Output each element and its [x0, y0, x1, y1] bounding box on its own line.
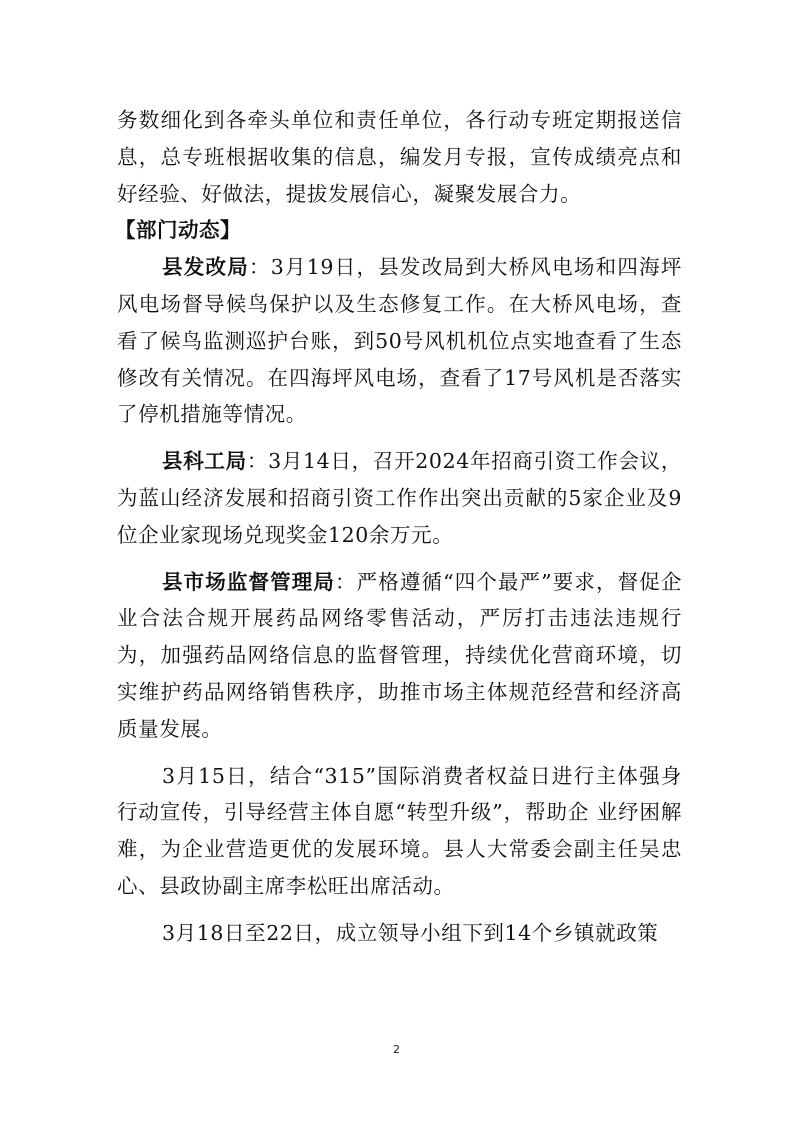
intro-paragraph: 务数细化到各牵头单位和责任单位，各行动专班定期报送信息，总专班根据收集的信息，编发月专报，宣传成绩亮点和好经验、好做法，提拔发展信心，凝聚发展合力。 [117, 108, 682, 206]
paragraph-gap [117, 905, 682, 915]
page-number: 2 [393, 1043, 400, 1056]
entry-text: ：严格遵循“四个最严”要求，督促企业合法合规开展药品网络零售活动，严厉打击违法违规行为，加强药品网络信息的监督管理，持续优化营商环境，切实维护药品网络销售秩序，助推市场主体规范经营和经济高质量发展。 [117, 569, 682, 741]
entry-text: ：3月19日，县发改局到大桥风电场和四海坪风电场督导候鸟保护以及生态修复工作。在大桥风电场，查看了候鸟监测巡护台账，到50号风机机位点实地查看了生态修改有关情况。在四海坪风电场，查看了17号风机是否落实了停机措施等情况。 [117, 255, 682, 427]
entry-market-supervision [117, 564, 682, 748]
entry-science-industry [117, 443, 682, 553]
page-content [117, 102, 682, 952]
department-name: 县科工局 [162, 449, 247, 474]
paragraph-315: 3月15日，结合“315”国际消费者权益日进行主体强身行动宣传，引导经营主体自愿“转型升级”，帮助企 业纾困解难，为企业营造更优的发展环境。县人大常委会副主任吴忠心、县政协副主席李松旺出席活动。 [117, 763, 682, 898]
paragraph-last: 3月18日至22日，成立领导小组下到14个乡镇就政策 [162, 920, 659, 945]
department-name: 县市场监督管理局 [162, 569, 335, 594]
paragraph-gap [117, 554, 682, 564]
paragraph-gap [117, 748, 682, 758]
department-name: 县发改局 [162, 255, 249, 280]
entry-text: ：3月14日，召开2024年招商引资工作会议，为蓝山经济发展和招商引资工作作出突出贡献的5家企业及9位企业家现场兑现奖金120余万元。 [117, 449, 682, 547]
paragraph-gap [117, 433, 682, 443]
entry-development-reform [117, 249, 682, 433]
section-heading: 【部门动态】 [115, 218, 241, 243]
